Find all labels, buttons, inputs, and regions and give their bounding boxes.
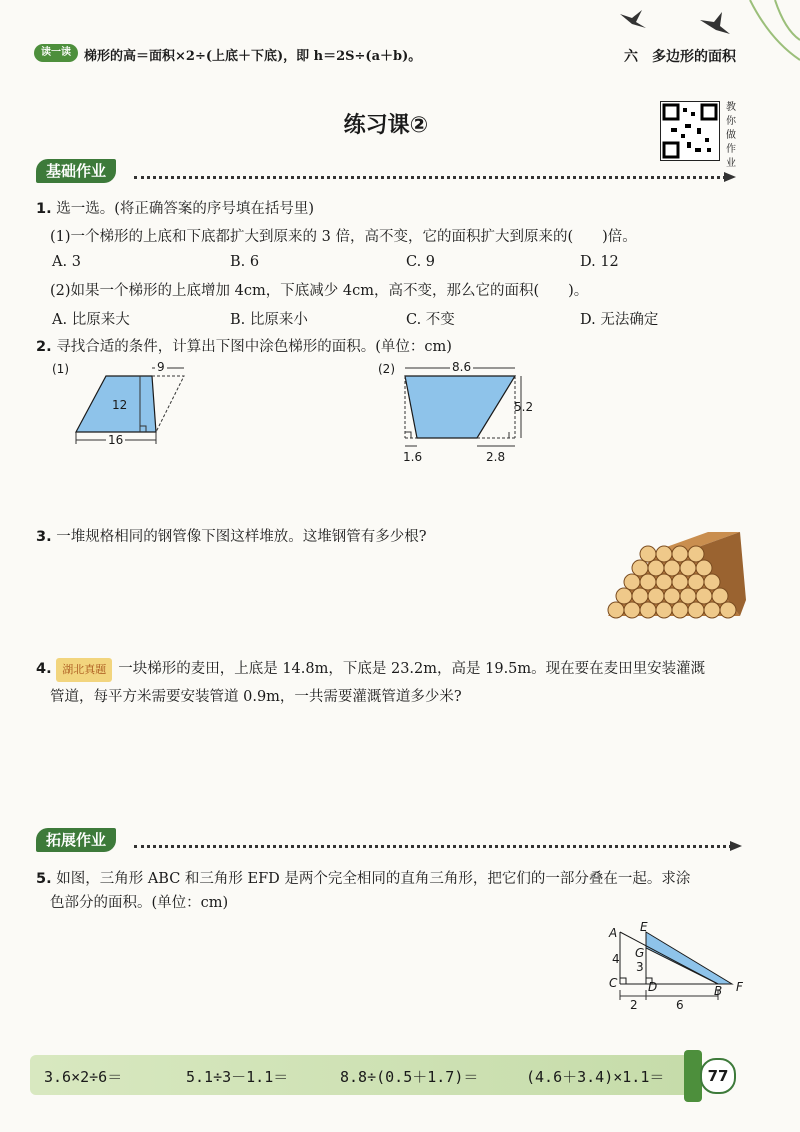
q1-sub1-option-d: D. 12 [580, 254, 619, 270]
chapter-title: 六 多边形的面积 [624, 49, 736, 65]
q4-number: 4. [36, 661, 52, 677]
read-badge: 读一读 [34, 44, 78, 62]
section-extend: 拓展作业 [36, 828, 116, 852]
q2-number: 2. [36, 339, 52, 355]
q5-text-line2: 色部分的面积。(单位：cm) [50, 895, 229, 911]
q1-sub1-option-a: A. 3 [52, 254, 81, 270]
q2-stem [36, 336, 452, 358]
section-basic: 基础作业 [36, 159, 116, 183]
section-divider [134, 176, 726, 179]
qr-caption: 教你做作业 [726, 102, 736, 169]
q3-number: 3. [36, 529, 52, 545]
q1-sub1-option-c: C. 9 [406, 254, 436, 270]
qr-code[interactable] [660, 101, 720, 161]
fig5-label-g: G [635, 946, 645, 960]
arrow-icon [730, 839, 744, 853]
q1-sub2: (2)如果一个梯形的上底增加 4cm，下底减少 4cm，高不变，那么它的面积( )。 [50, 283, 589, 299]
fig5-length-ac: 4 [612, 952, 620, 966]
q3-text: 一堆规格相同的钢管像下图这样堆放。这堆钢管有多少根? [56, 529, 427, 545]
fig5-length-cd: 2 [630, 998, 638, 1012]
fig1-bottom-label: 16 [108, 433, 124, 447]
q4-text-line2: 管道，每平方米需要安装管道 0.9m，一共需要灌溉管道多少米? [50, 689, 462, 705]
q5-stem [36, 868, 756, 890]
fig5-label-a: A [609, 926, 618, 940]
q1-sub2-option-b: B. 比原来小 [230, 312, 308, 328]
fig5-length-gd: 3 [636, 960, 644, 974]
oral-calc-1: 3.6×2÷6＝ [44, 1068, 123, 1086]
swallow-decoration [600, 0, 800, 90]
q1-sub2-option-c: C. 不变 [406, 312, 455, 328]
fig2-height-label: 5.2 [514, 400, 534, 414]
oral-calc-4: (4.6＋3.4)×1.1＝ [526, 1068, 665, 1086]
page-number: 77 [700, 1058, 736, 1094]
oral-calc-2: 5.1÷3－1.1＝ [186, 1068, 289, 1086]
fig1-top-label: 9 [157, 360, 165, 374]
fig1-label: (1) [52, 362, 69, 376]
q3-stem [36, 526, 427, 548]
q5-number: 5. [36, 871, 52, 887]
arrow-icon [724, 170, 738, 184]
fig2-top-label: 8.6 [452, 360, 472, 374]
trapezoid-figure-1 [60, 360, 200, 455]
fig2-label: (2) [378, 362, 395, 376]
q4-stem [36, 658, 756, 682]
q5-text-line1: 如图，三角形 ABC 和三角形 EFD 是两个完全相同的直角三角形，把它们的一部分叠在一起。求涂 [56, 871, 691, 887]
fig5-label-e: E [640, 920, 648, 934]
fig5-label-b: B [714, 984, 723, 998]
qr-pattern [661, 102, 719, 160]
oral-calc-3: 8.8÷(0.5＋1.7)＝ [340, 1068, 479, 1086]
fig5-label-f: F [736, 980, 743, 994]
q1-sub2-option-d: D. 无法确定 [580, 312, 659, 328]
q1-stem [36, 198, 314, 220]
exam-source-badge: 湖北真题 [56, 658, 112, 682]
q1-sub1: (1)一个梯形的上底和下底都扩大到原来的 3 倍，高不变，它的面积扩大到原来的( )倍。 [50, 229, 637, 245]
q1-text: 选一选。(将正确答案的序号填在括号里) [56, 201, 315, 217]
q2-text: 寻找合适的条件，计算出下图中涂色梯形的面积。(单位：cm) [56, 339, 452, 355]
q1-sub2-option-a: A. 比原来大 [52, 312, 130, 328]
page-title: 练习课② [343, 113, 429, 138]
fig5-label-d: D [648, 980, 658, 994]
q1-number: 1. [36, 201, 52, 217]
q1-sub1-option-b: B. 6 [230, 254, 260, 270]
fig5-label-c: C [609, 976, 618, 990]
fig2-left-label: 1.6 [403, 450, 423, 464]
fig1-height-label: 12 [112, 398, 128, 412]
formula-tip: 梯形的高＝面积×2÷(上底＋下底)，即 h＝2S÷(a＋b)。 [84, 49, 422, 64]
fig5-length-db: 6 [676, 998, 684, 1012]
section-divider [134, 845, 732, 848]
steel-pipe-stack-image [600, 520, 750, 625]
fig2-right-label: 2.8 [486, 450, 506, 464]
q4-text-line1: 一块梯形的麦田，上底是 14.8m，下底是 23.2m，高是 19.5m。现在要在麦田里安装灌溉 [118, 661, 706, 677]
